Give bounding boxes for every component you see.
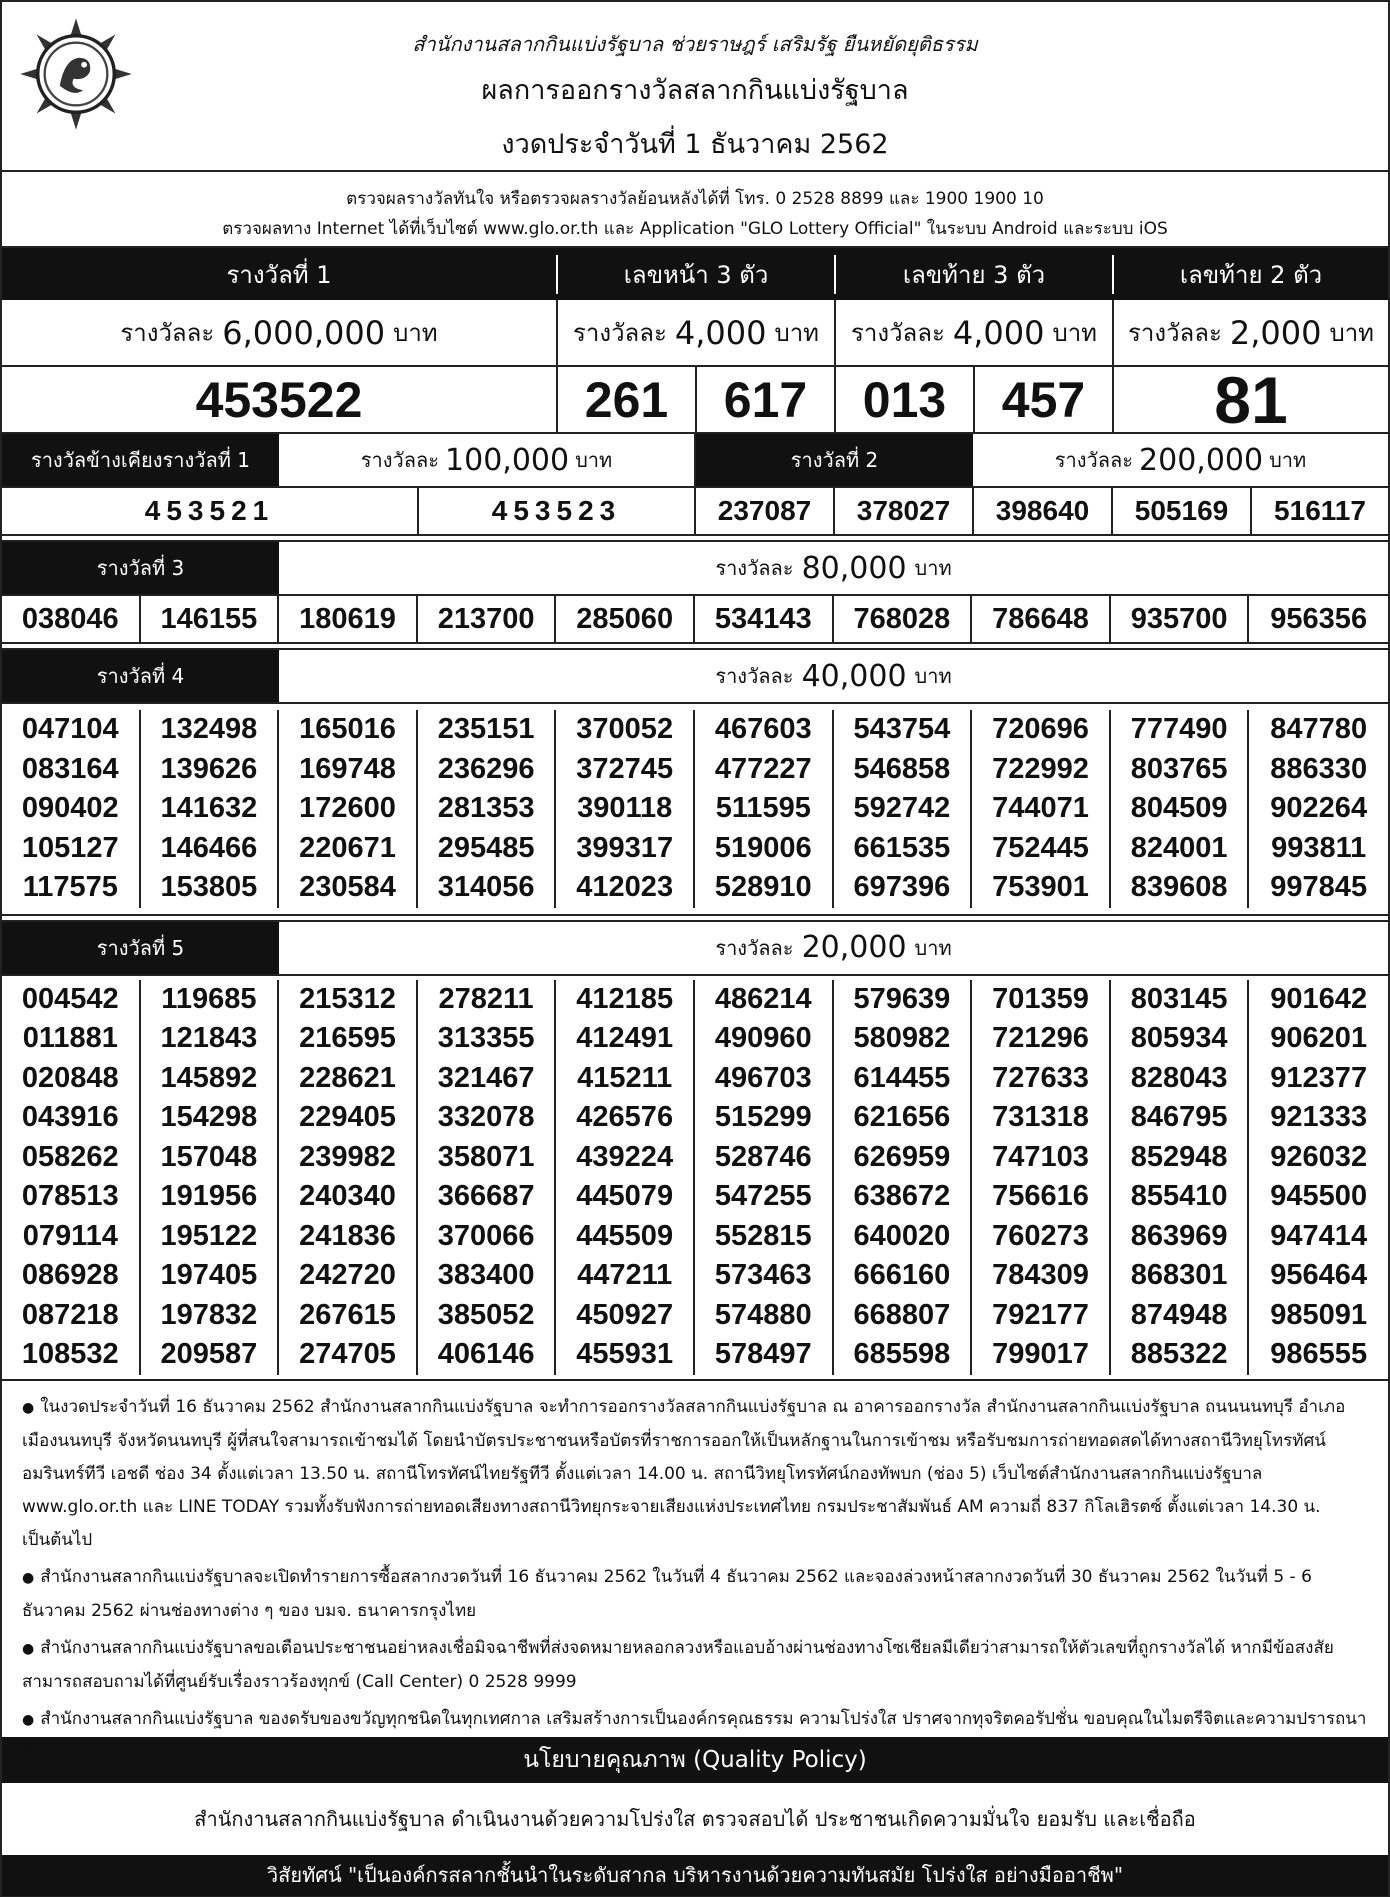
prize5-number: 086928 <box>2 1256 141 1296</box>
prize5-number: 574880 <box>695 1296 834 1336</box>
prize5-number: 906201 <box>1270 1022 1368 1054</box>
prize5-number: 885322 <box>1111 1335 1250 1375</box>
prize5-number: 145892 <box>141 1059 280 1099</box>
prize4-number: 847780 <box>1270 713 1368 745</box>
prize4-number: 697396 <box>834 868 973 908</box>
prize1-label: รางวัลที่ 1 <box>2 255 558 294</box>
prize3-number: 768028 <box>834 596 973 642</box>
prize5-header <box>2 922 1388 976</box>
prize4-number: 153805 <box>141 868 280 908</box>
prize4-number: 511595 <box>695 789 834 829</box>
prize4-number: 744071 <box>972 789 1111 829</box>
prize5-number: 756616 <box>972 1177 1111 1217</box>
prize5-number: 986555 <box>1270 1338 1368 1370</box>
back3-label: เลขท้าย 3 ตัว <box>836 255 1114 294</box>
prize4-number: 235151 <box>418 710 557 750</box>
prize5-number: 852948 <box>1111 1138 1250 1178</box>
prize3-label: รางวัลที่ 3 <box>2 542 279 594</box>
prize5-number: 803145 <box>1111 980 1250 1020</box>
prize5-number: 547255 <box>695 1177 834 1217</box>
prize2-number: 378027 <box>835 488 974 534</box>
prize5-number: 043916 <box>2 1098 141 1138</box>
prize4-header <box>2 650 1388 704</box>
contact-info <box>2 172 1388 248</box>
prize5-number: 229405 <box>279 1098 418 1138</box>
prize5-number: 274705 <box>279 1335 418 1375</box>
page-title: ผลการออกรางวัลสลากกินแบ่งรัฐบาล <box>481 75 909 106</box>
near-prize-label: รางวัลข้างเคียงรางวัลที่ 1 <box>2 434 279 486</box>
prize2-number: 516117 <box>1274 495 1366 526</box>
prize4-number: 117575 <box>2 868 141 908</box>
prize5-number: 366687 <box>418 1177 557 1217</box>
prize5-number: 087218 <box>2 1296 141 1336</box>
prize5-number: 947414 <box>1270 1219 1368 1252</box>
prize5-number: 332078 <box>418 1098 557 1138</box>
prize3-header <box>2 542 1388 596</box>
prize5-number: 515299 <box>695 1098 834 1138</box>
prize4-number: 543754 <box>834 710 973 750</box>
prize5-number: 209587 <box>141 1335 280 1375</box>
prize5-number: 727633 <box>972 1059 1111 1099</box>
prize5-number: 828043 <box>1111 1059 1250 1099</box>
front3-amount: รางวัลละ 4,000 บาท <box>558 300 836 365</box>
prize4-number: 372745 <box>556 750 695 790</box>
prize5-number: 805934 <box>1111 1019 1250 1059</box>
prize4-number: 804509 <box>1111 789 1250 829</box>
prize3-number: 786648 <box>972 596 1111 642</box>
prize5-number: 011881 <box>2 1019 141 1059</box>
prize2-label: รางวัลที่ 2 <box>696 434 973 486</box>
prize4-amount: รางวัลละ 40,000 บาท <box>715 658 952 694</box>
prize5-number: 701359 <box>972 980 1111 1020</box>
prize5-number: 119685 <box>141 980 280 1020</box>
prize5-number: 239982 <box>279 1138 418 1178</box>
near-prize-and-prize2-numbers <box>2 488 1388 536</box>
prize4-number: 083164 <box>2 750 141 790</box>
prize4-number: 528910 <box>695 868 834 908</box>
prize2-number: 398640 <box>974 488 1113 534</box>
prize5-number: 640020 <box>834 1217 973 1257</box>
front3-number: 261 <box>558 367 697 432</box>
prize5-numbers <box>2 976 1388 1381</box>
prize4-number: 172600 <box>279 789 418 829</box>
prize4-number: 993811 <box>1271 831 1367 864</box>
prize3-number: 038046 <box>2 596 141 642</box>
prize5-number: 573463 <box>695 1256 834 1296</box>
prize5-number: 412491 <box>556 1019 695 1059</box>
prize4-number: 803765 <box>1111 750 1250 790</box>
prize5-number: 079114 <box>2 1217 141 1257</box>
prize4-number: 824001 <box>1111 829 1250 869</box>
front3-label: เลขหน้า 3 ตัว <box>558 255 836 294</box>
prize4-number: 295485 <box>418 829 557 869</box>
prize5-number: 666160 <box>834 1256 973 1296</box>
prize5-number: 956464 <box>1270 1259 1368 1291</box>
prize4-number: 839608 <box>1111 868 1250 908</box>
prize4-number: 592742 <box>834 789 973 829</box>
prize5-number: 197832 <box>141 1296 280 1336</box>
prize3-number: 285060 <box>556 596 695 642</box>
prize5-number: 195122 <box>141 1217 280 1257</box>
prize4-number: 412023 <box>556 868 695 908</box>
quality-policy-heading: นโยบายคุณภาพ (Quality Policy) <box>2 1737 1388 1783</box>
prize5-number: 626959 <box>834 1138 973 1178</box>
prize5-number: 385052 <box>418 1296 557 1336</box>
prize4-number: 519006 <box>695 829 834 869</box>
prize5-number: 578497 <box>695 1335 834 1375</box>
prize5-number: 863969 <box>1111 1217 1250 1257</box>
prize5-number: 383400 <box>418 1256 557 1296</box>
prize5-number: 685598 <box>834 1335 973 1375</box>
prize5-number: 078513 <box>2 1177 141 1217</box>
prize5-number: 370066 <box>418 1217 557 1257</box>
prize5-number: 004542 <box>2 980 141 1020</box>
prize2-number: 237087 <box>696 488 835 534</box>
near-prize-number: 453521 <box>2 488 419 534</box>
contact-phone-line: ตรวจผลรางวัลทันใจ หรือตรวจผลรางวัลย้อนหลังได้ที่ โทร. 0 2528 8899 และ 1900 1900 10 <box>346 189 1044 209</box>
prize5-number: 321467 <box>418 1059 557 1099</box>
draw-date: งวดประจำวันที่ 1 ธันวาคม 2562 <box>501 129 889 160</box>
prize3-numbers <box>2 596 1388 644</box>
prize4-number: 720696 <box>972 710 1111 750</box>
prize5-number: 855410 <box>1111 1177 1250 1217</box>
prize3-amount: รางวัลละ 80,000 บาท <box>715 550 952 586</box>
prize3-number: 213700 <box>418 596 557 642</box>
prize4-number: 165016 <box>279 710 418 750</box>
prize5-number: 157048 <box>141 1138 280 1178</box>
prize5-number: 792177 <box>972 1296 1111 1336</box>
prize5-number: 579639 <box>834 980 973 1020</box>
back2-number: 81 <box>1214 362 1288 437</box>
prize5-number: 868301 <box>1111 1256 1250 1296</box>
prize4-number: 753901 <box>972 868 1111 908</box>
prize5-number: 058262 <box>2 1138 141 1178</box>
prize4-number: 105127 <box>2 829 141 869</box>
prize5-number: 228621 <box>279 1059 418 1099</box>
back3-number: 013 <box>836 367 975 432</box>
prize4-number: 777490 <box>1111 710 1250 750</box>
prize4-number: 997845 <box>1270 871 1368 903</box>
prize4-number: 752445 <box>972 829 1111 869</box>
announcement-item: ● ในงวดประจำวันที่ 16 ธันวาคม 2562 สำนักงานสลากกินแบ่งรัฐบาล จะทำการออกรางวัลสลากกินแบ่งรัฐบาล ณ อาคารออกรางวัล สำนักงานสลากกินแบ่งรัฐบาล ถนนนนทบุรี อำเภอเมืองนนทบุรี จังหวัดนนทบุรี ผู้ที่สนใจสามารถเข้าชมได้ โดยนำบัตรประชาชนหรือบัตรที่ราชการออกให้เป็นหลักฐานในการเข้าชม หรือรับชมการถ่ายทอดสดได้ทางสถานีวิทยุโทรทัศน์อมรินทร์ทีวี เอชดี ช่อง 34 ตั้งแต่เวลา 13.50 น. สถานีโทรทัศน์ไทยรัฐทีวี ตั้งแต่เวลา 14.00 น. สถานีวิทยุโทรทัศน์กองทัพบก (ช่อง 5) เว็บไซต์สำนักงานสลากกินแบ่งรัฐบาล www.glo.or.th และ LINE TODAY รวมทั้งรับฟังการถ่ายทอดเสียงทางสถานีวิทยุกระจายเสียงแห่งประเทศไทย กรมประชาสัมพันธ์ AM ความถี่ 837 กิโลเฮิรตซ์ ตั้งแต่เวลา 14.30 น. เป็นต้นไป <box>22 1391 1370 1557</box>
prize5-number: 154298 <box>141 1098 280 1138</box>
prize5-number: 278211 <box>418 980 557 1020</box>
prize5-number: 426576 <box>556 1098 695 1138</box>
back3-amount: รางวัลละ 4,000 บาท <box>836 300 1114 365</box>
near-prize-number: 453523 <box>419 488 696 534</box>
header-tagline: สำนักงานสลากกินแบ่งรัฐบาล ช่วยราษฎร์ เสริมรัฐ ยืนหยัดยุติธรรม <box>412 32 978 56</box>
prize4-number: 390118 <box>556 789 695 829</box>
prize5-number: 108532 <box>2 1335 141 1375</box>
prize5-number: 638672 <box>834 1177 973 1217</box>
prize3-number: 180619 <box>279 596 418 642</box>
prize5-number: 784309 <box>972 1256 1111 1296</box>
prize4-number: 902264 <box>1270 792 1368 824</box>
prize5-number: 747103 <box>972 1138 1111 1178</box>
prize5-number: 874948 <box>1111 1296 1250 1336</box>
prize5-number: 412185 <box>556 980 695 1020</box>
back2-label: เลขท้าย 2 ตัว <box>1179 260 1323 289</box>
prize1-number: 453522 <box>2 367 558 432</box>
prize5-number: 439224 <box>556 1138 695 1178</box>
prize4-label: รางวัลที่ 4 <box>2 650 279 702</box>
prize5-number: 240340 <box>279 1177 418 1217</box>
prize3-number: 956356 <box>1270 603 1368 635</box>
prize5-number: 486214 <box>695 980 834 1020</box>
prize5-number: 197405 <box>141 1256 280 1296</box>
announcement-item: ● สำนักงานสลากกินแบ่งรัฐบาลจะเปิดทำรายการซื้อสลากงวดวันที่ 16 ธันวาคม 2562 ในวันที่ 4 ธันวาคม 2562 และจองล่วงหน้าสลากงวดวันที่ 30 ธันวาคม 2562 ในวันที่ 5 - 6 ธันวาคม 2562 ผ่านช่องทางต่าง ๆ ของ บมจ. ธนาคารกรุงไทย <box>22 1561 1370 1628</box>
prize5-number: 901642 <box>1270 982 1368 1015</box>
prize5-number: 985091 <box>1270 1298 1368 1331</box>
prize4-number: 220671 <box>279 829 418 869</box>
announcement-item: ● สำนักงานสลากกินแบ่งรัฐบาลขอเตือนประชาชนอย่าหลงเชื่อมิจฉาชีพที่ส่งจดหมายหลอกลวงหรือแอบอ้างผ่านช่องทางโซเชียลมีเดียว่าสามารถให้ตัวเลขที่ถูกรางวัลได้ หากมีข้อสงสัย สามารถสอบถามได้ที่ศูนย์รับเรื่องราวร้องทุกข์ (Call Center) 0 2528 9999 <box>22 1632 1370 1699</box>
prize4-number: 314056 <box>418 868 557 908</box>
prize5-number: 267615 <box>279 1296 418 1336</box>
prize4-number: 132498 <box>141 710 280 750</box>
prize5-number: 215312 <box>279 980 418 1020</box>
prize5-number: 216595 <box>279 1019 418 1059</box>
prize4-number: 236296 <box>418 750 557 790</box>
prize5-number: 415211 <box>556 1059 695 1099</box>
prize5-number: 731318 <box>972 1098 1111 1138</box>
front3-number: 617 <box>697 367 836 432</box>
prize4-number: 399317 <box>556 829 695 869</box>
top-prizes-header <box>2 248 1388 300</box>
announcement-item: ● สำนักงานสลากกินแบ่งรัฐบาล ของดรับของขวัญทุกชนิดในทุกเทศกาล เสริมสร้างการเป็นองค์กรคุณธรรม ความโปร่งใส ปราศจากทุจริตคอรัปชั่น ขอบคุณในไมตรีจิตและความปรารถนาดีของทุกท่าน <box>22 1703 1370 1770</box>
prize5-number: 846795 <box>1111 1098 1250 1138</box>
prize4-number: 886330 <box>1270 752 1368 785</box>
prize5-number: 447211 <box>556 1256 695 1296</box>
prize5-number: 945500 <box>1270 1180 1368 1212</box>
prize5-number: 241836 <box>279 1217 418 1257</box>
prize3-number: 534143 <box>695 596 834 642</box>
prize2-number: 505169 <box>1113 488 1252 534</box>
prize5-number: 406146 <box>418 1335 557 1375</box>
prize5-number: 455931 <box>556 1335 695 1375</box>
prize1-amount: รางวัลละ 6,000,000 บาท <box>2 300 558 365</box>
prize5-number: 926032 <box>1270 1140 1368 1173</box>
near-prize-and-prize2-header <box>2 434 1388 488</box>
prize4-number: 139626 <box>141 750 280 790</box>
prize5-number: 528746 <box>695 1138 834 1178</box>
prize5-number: 496703 <box>695 1059 834 1099</box>
prize5-number: 580982 <box>834 1019 973 1059</box>
prize5-amount: รางวัลละ 20,000 บาท <box>715 930 952 965</box>
prize4-number: 281353 <box>418 789 557 829</box>
prize5-number: 621656 <box>834 1098 973 1138</box>
prize4-number: 661535 <box>834 829 973 869</box>
quality-policy-text: สำนักงานสลากกินแบ่งรัฐบาล ดำเนินงานด้วยความโปร่งใส ตรวจสอบได้ ประชาชนเกิดความมั่นใจ ยอมรับ และเชื่อถือ <box>194 1806 1196 1831</box>
prize5-number: 614455 <box>834 1059 973 1099</box>
prize5-number: 191956 <box>141 1177 280 1217</box>
near-prize-amount: รางวัลละ 100,000 บาท <box>279 434 696 486</box>
prize5-number: 490960 <box>695 1019 834 1059</box>
prize2-amount: รางวัลละ 200,000 บาท <box>1054 442 1307 478</box>
prize5-number: 552815 <box>695 1217 834 1257</box>
header <box>2 2 1388 172</box>
contact-internet-line: ตรวจผลทาง Internet ได้ที่เว็บไซต์ www.glo.or.th และ Application "GLO Lottery Official" ในระบบ Android และระบบ iOS <box>222 219 1168 239</box>
prize4-number: 141632 <box>141 789 280 829</box>
prize5-number: 445509 <box>556 1217 695 1257</box>
prize4-number: 230584 <box>279 868 418 908</box>
top-prizes-amounts <box>2 300 1388 367</box>
top-prizes-numbers <box>2 362 1388 437</box>
prize4-number: 722992 <box>972 750 1111 790</box>
prize5-number: 121843 <box>141 1019 280 1059</box>
prize4-number: 477227 <box>695 750 834 790</box>
prize5-number: 358071 <box>418 1138 557 1178</box>
prize3-number: 146155 <box>141 596 280 642</box>
prize4-number: 146466 <box>141 829 280 869</box>
prize4-number: 047104 <box>2 710 141 750</box>
prize4-numbers <box>2 704 1388 916</box>
vision-statement: วิสัยทัศน์ "เป็นองค์กรสลากชั้นนำในระดับสากล บริหารงานด้วยความทันสมัย โปร่งใส อย่างมืออาชีพ" <box>2 1855 1388 1896</box>
back3-number: 457 <box>975 367 1114 432</box>
prize4-number: 370052 <box>556 710 695 750</box>
prize5-number: 912377 <box>1270 1061 1368 1094</box>
prize4-number: 169748 <box>279 750 418 790</box>
prize5-number: 921333 <box>1270 1101 1368 1133</box>
prize5-number: 668807 <box>834 1296 973 1336</box>
prize4-number: 467603 <box>695 710 834 750</box>
prize5-number: 721296 <box>972 1019 1111 1059</box>
prize5-number: 445079 <box>556 1177 695 1217</box>
prize5-number: 313355 <box>418 1019 557 1059</box>
prize5-number: 799017 <box>972 1335 1111 1375</box>
prize5-label: รางวัลที่ 5 <box>2 922 279 974</box>
prize5-number: 242720 <box>279 1256 418 1296</box>
prize5-number: 760273 <box>972 1217 1111 1257</box>
prize4-number: 546858 <box>834 750 973 790</box>
prize3-number: 935700 <box>1111 596 1250 642</box>
prize5-number: 450927 <box>556 1296 695 1336</box>
prize4-number: 090402 <box>2 789 141 829</box>
prize5-number: 020848 <box>2 1059 141 1099</box>
back2-amount: รางวัลละ 2,000 บาท <box>1127 313 1374 352</box>
